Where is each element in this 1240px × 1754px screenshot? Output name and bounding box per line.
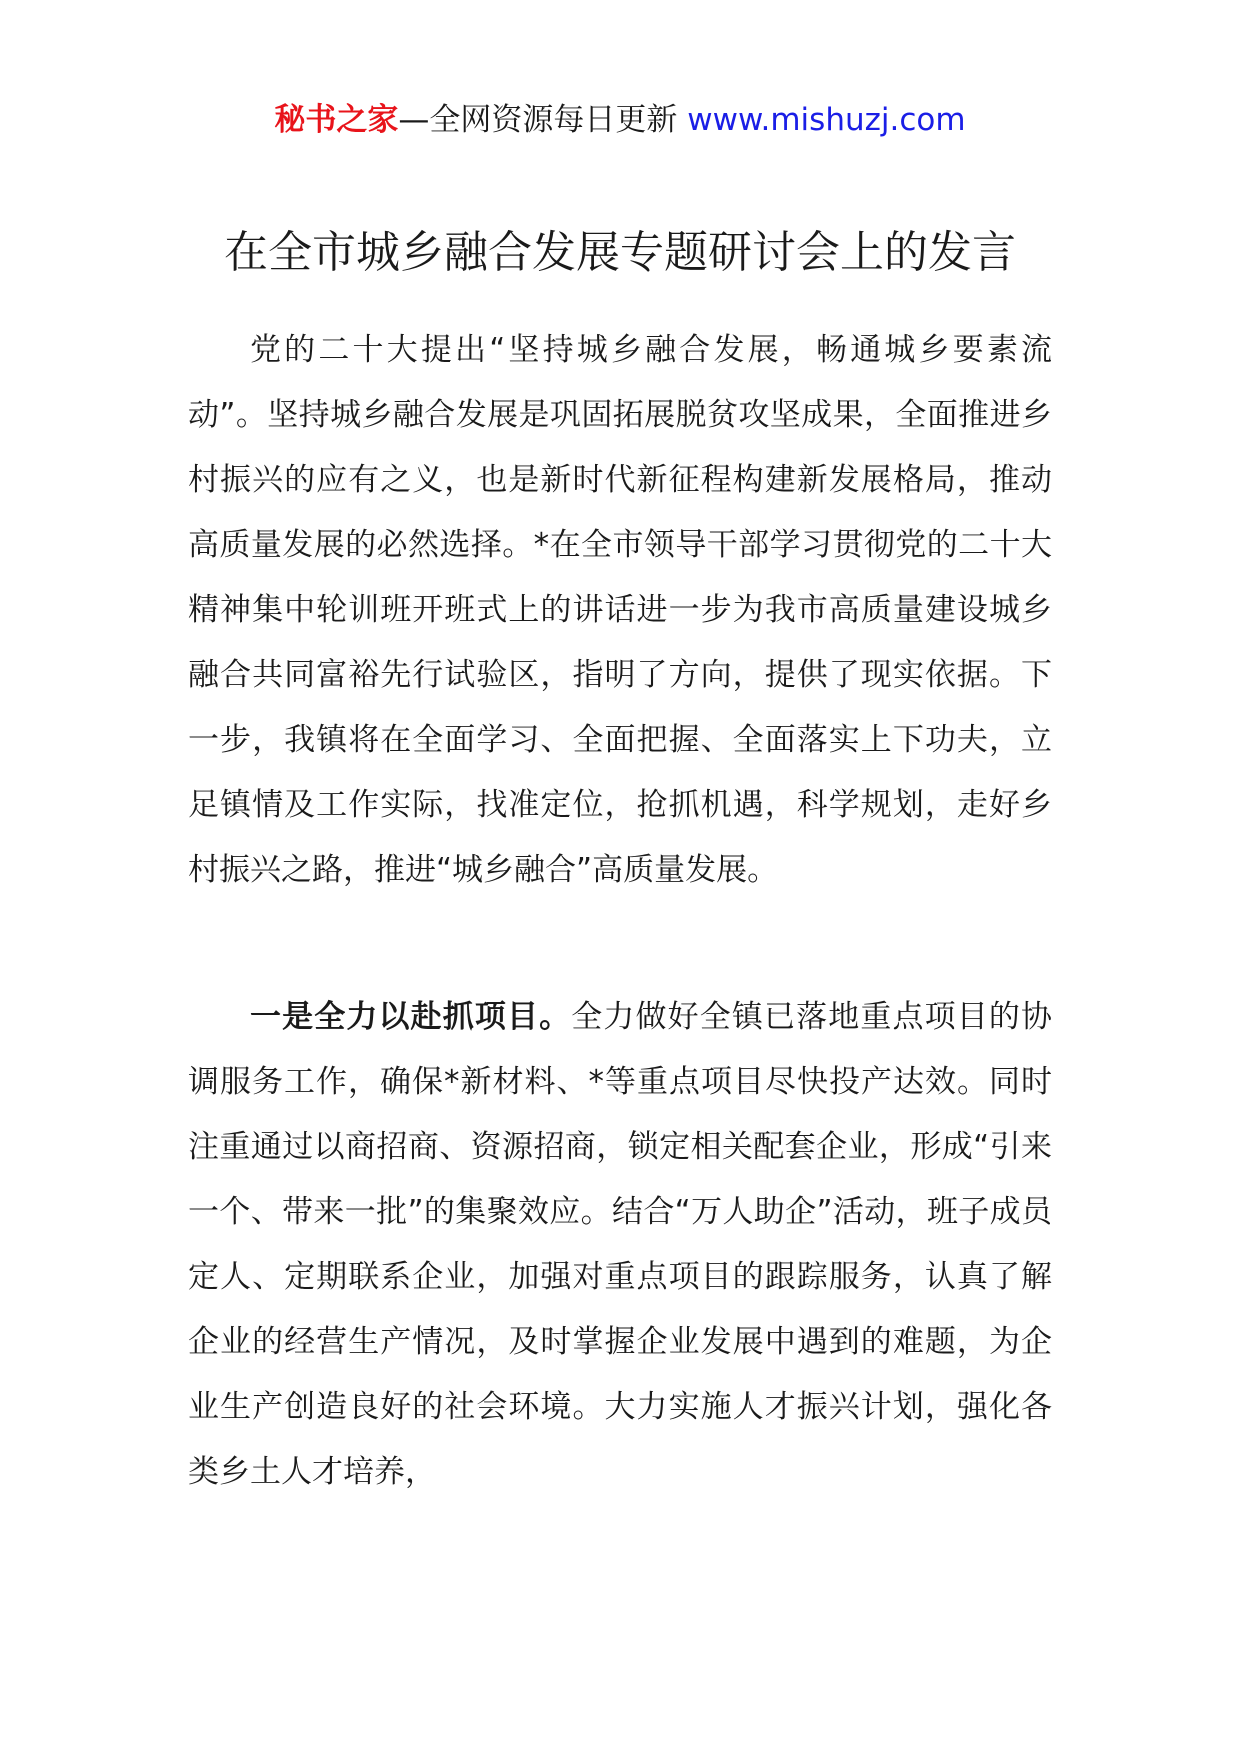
site-header <box>0 100 1240 140</box>
paragraph-text: 党的二十大提出“坚持城乡融合发展，畅通城乡要素流动”。坚持城乡融合发展是巩固拓展脱贫攻坚成果，全面推进乡村振兴的应有之义，也是新时代新征程构建新发展格局，推动高质量发展的必然选择。*在全市领导干部学习贯彻党的二十大精神集中轮训班开班式上的讲话进一步为我市高质量建设城乡融合共同富裕先行试验区，指明了方向，提供了现实依据。下一步，我镇将在全面学习、全面把握、全面落实上下功夫，立足镇情及工作实际，找准定位，抢抓机遇，科学规划，走好乡村振兴之路，推进“城乡融合”高质量发展。 <box>188 332 1052 888</box>
paragraph-text: 全力做好全镇已落地重点项目的协调服务工作，确保*新材料、*等重点项目尽快投产达效。同时注重通过以商招商、资源招商，锁定相关配套企业，形成“引来一个、带来一批”的集聚效应。结合“万人助企”活动，班子成员定人、定期联系企业，加强对重点项目的跟踪服务，认真了解企业的经营生产情况，及时掌握企业发展中遇到的难题，为企业生产创造良好的社会环境。大力实施人才振兴计划，强化各类乡土人才培养， <box>188 999 1052 1490</box>
brand-name: 秘书之家 <box>274 102 399 138</box>
header-tagline: —全网资源每日更新 <box>398 102 688 138</box>
document-title: 在全市城乡融合发展专题研讨会上的发言 <box>224 227 1016 278</box>
paragraph-lead: 一是全力以赴抓项目。 <box>250 999 572 1035</box>
site-url-link[interactable]: www.mishuzj.com <box>687 102 966 138</box>
paragraph-intro <box>188 318 1052 903</box>
paragraph-projects <box>188 985 1052 1505</box>
